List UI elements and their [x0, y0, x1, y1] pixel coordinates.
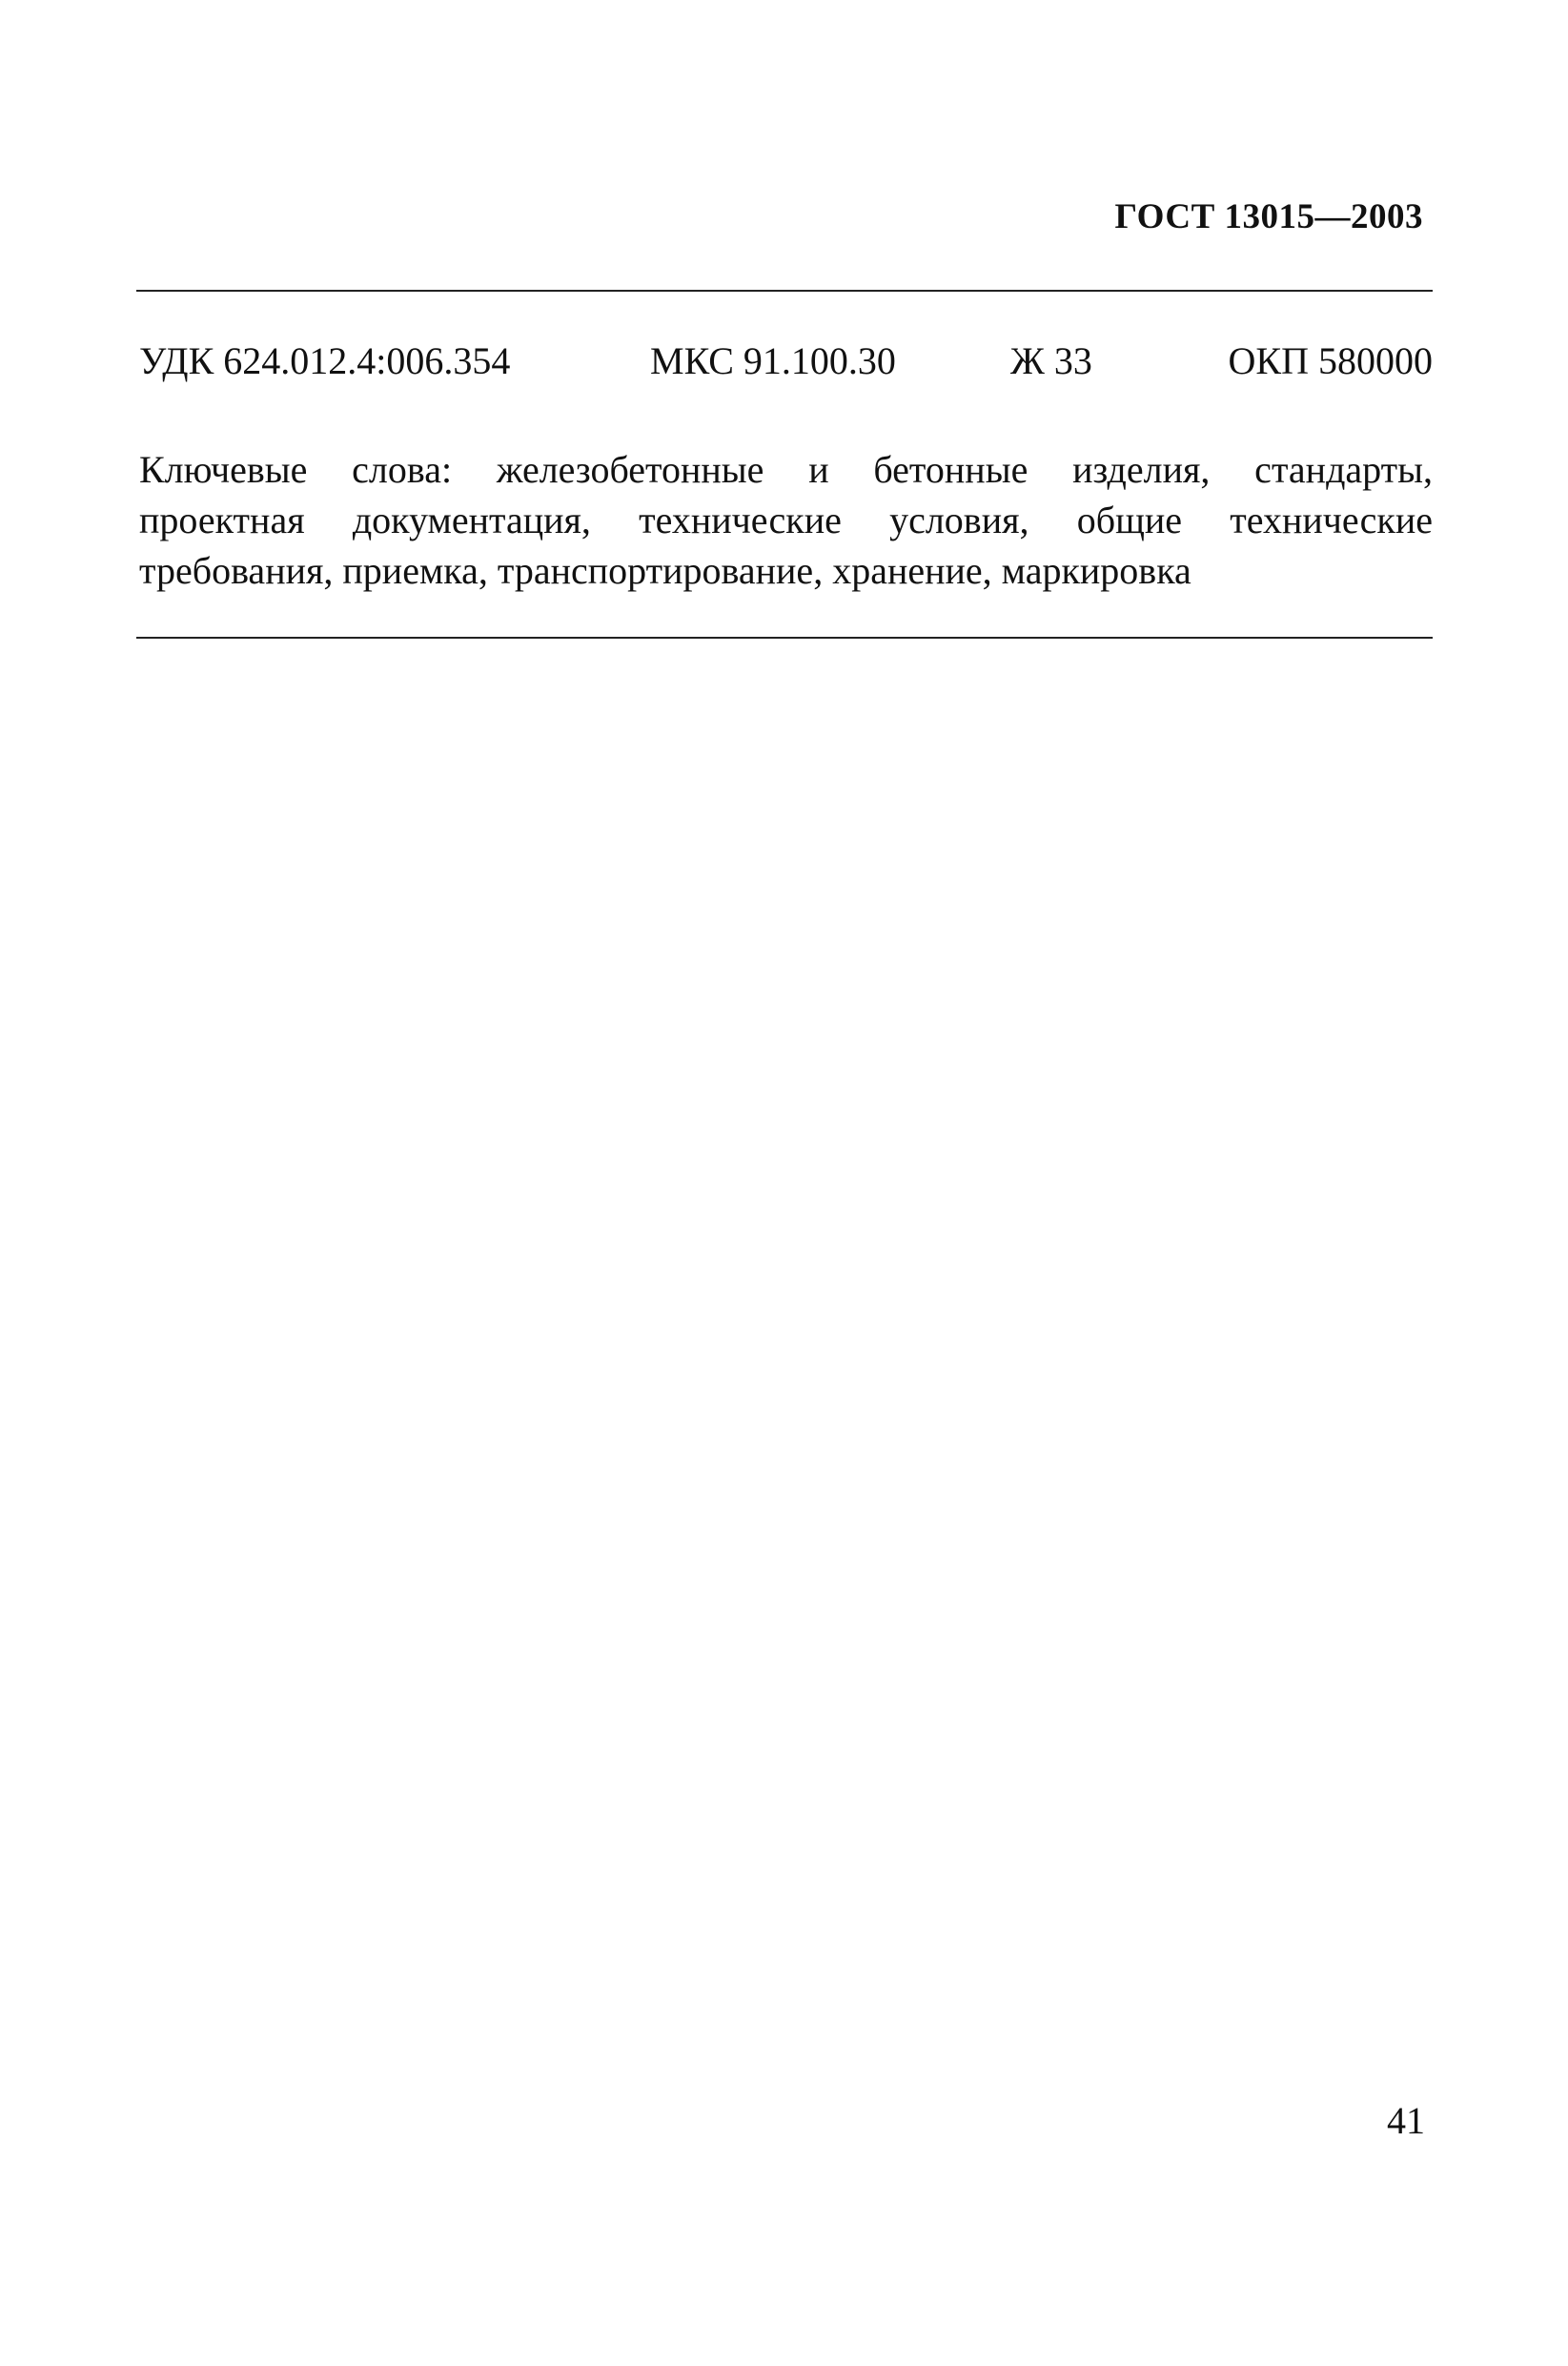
- udc-code: УДК 624.012.4:006.354: [139, 339, 511, 382]
- bottom-divider: [136, 637, 1433, 639]
- keywords-line: Ключевые слова: железобетонные и бетонные изделия, стандарты,: [139, 448, 1433, 491]
- mks-code: МКС 91.100.30: [650, 339, 896, 382]
- page-number: 41: [1387, 2099, 1425, 2142]
- okp-code: ОКП 580000: [1228, 339, 1433, 382]
- zh-code: Ж 33: [1010, 339, 1092, 382]
- keywords-line: требования, приемка, транспортирование, хранение, маркировка: [139, 549, 1191, 592]
- keywords-line: проектная документация, технические условия, общие технические: [139, 499, 1433, 541]
- standard-designation: ГОСТ 13015—2003: [1114, 197, 1423, 236]
- keywords-block: [139, 444, 1433, 596]
- top-divider: [136, 290, 1433, 292]
